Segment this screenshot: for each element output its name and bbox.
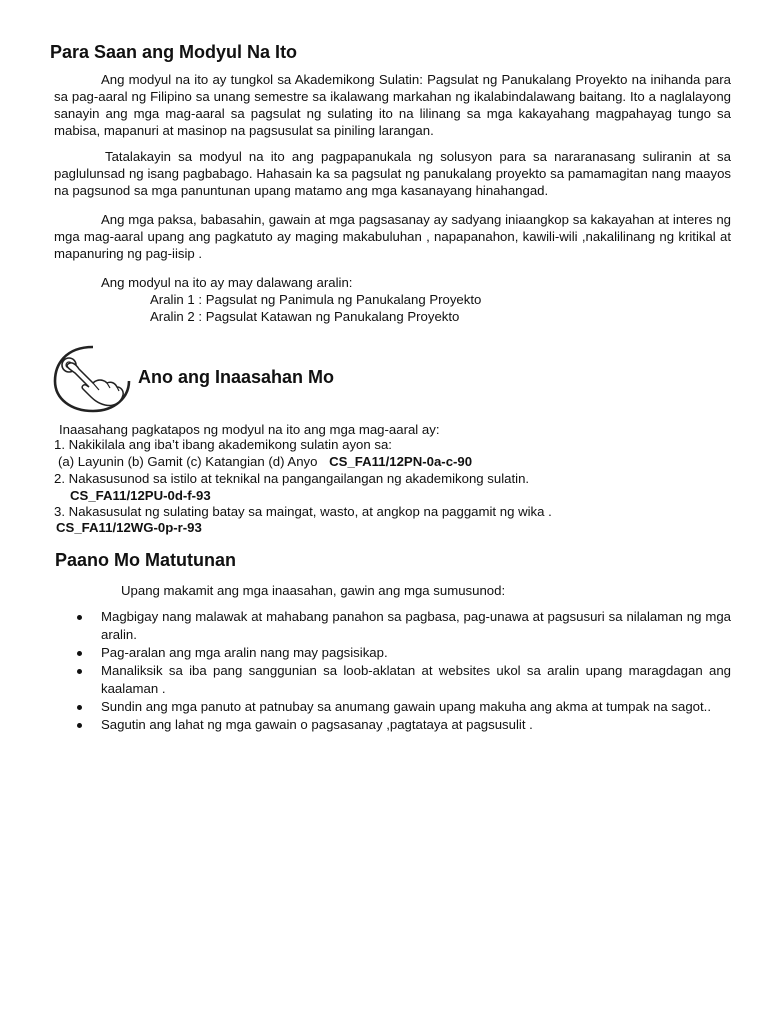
expectation-item-3 (54, 503, 552, 520)
bullet-icon (77, 669, 82, 674)
paragraph-intro: Ang modyul na ito ay tungkol sa Akademikong Sulatin: Pagsulat ng Panukalang Proyekto na inihanda para sa pag-aaral ng Filipino sa unang semestre sa ikalawang markahan ng ikalabindalawang baitang. Ito a naglalayong sanayin ang mga mag-aaral sa pagsulat ng sulating ito na lilinang sa mga kakayahang magpahayag tungo sa mabisa, mapanuri at masinop na pagsusulat sa piniling larangan. (54, 72, 731, 138)
expectation-item-1-sub (58, 453, 472, 470)
expectation-item-2 (54, 470, 529, 487)
hand-pointer-icon (53, 343, 131, 415)
expectation-text: Nakikilala ang iba’t ibang akademikong sulatin ayon sa: (68, 437, 392, 452)
bullet-icon (77, 615, 82, 620)
section-title-paano: Paano Mo Matutunan (55, 550, 236, 570)
section-title-inaasahan: Ano ang Inaasahan Mo (138, 367, 335, 387)
expectation-text: Nakasusulat ng sulating batay sa maingat, wasto, at angkop na paggamit ng wika . (68, 504, 552, 519)
list-item: Sundin ang mga panuto at patnubay sa anumang gawain upang makuha ang akma at tumpak na sagot.. (54, 698, 731, 716)
paragraph-paksa: Ang mga paksa, babasahin, gawain at mga pagsasanay ay sadyang iniaangkop sa kakayahan at interes ng mga mag-aaral upang ang pagkatuto ay maging makabuluhan , napapanahon, kawili-wili ,nakalilinang ng kritikal at mapanuring ng pag-iisip . (54, 212, 731, 261)
steps-intro: Upang makamit ang mga inaasahan, gawin ang mga sumusunod: (121, 583, 506, 598)
bullet-icon (77, 651, 82, 656)
expectation-text: Nakasusunod sa istilo at teknikal na pangangailangan ng akademikong sulatin. (68, 471, 530, 486)
expectation-number: 3. (54, 504, 65, 519)
expectations-intro: Inaasahang pagkatapos ng modyul na ito ang mga mag-aaral ay: (59, 422, 440, 437)
expectation-number: 1. (54, 437, 65, 452)
competency-code: CS_FA11/12PN-0a-c-90 (329, 454, 473, 469)
list-item: Manaliksik sa iba pang sanggunian sa loob-aklatan at websites ukol sa aralin upang maragdagan ang kaalaman . (54, 662, 731, 698)
paragraph-tatalakayin: Tatalakayin sa modyul na ito ang pagpapanukala ng solusyon para sa nararanasang suliranin at sa paglulunsad ng isang pagbabago. Hahasain ka sa pagsulat ng panukalang proyekto sa pamamagitan nang maayos na pagsunod sa mga panuntunan upang matamo ang mga kasanayang hinahangad. (54, 149, 731, 198)
section-title-para-saan: Para Saan ang Modyul Na Ito (50, 42, 298, 62)
expectation-sub-text: (a) Layunin (b) Gamit (c) Katangian (d) Anyo (58, 454, 318, 469)
expectation-number: 2. (54, 471, 65, 486)
lesson-item-2: Aralin 2 : Pagsulat Katawan ng Panukalang Proyekto (150, 309, 460, 324)
list-item: Pag-aralan ang mga aralin nang may pagsisikap. (54, 644, 731, 662)
lessons-intro: Ang modyul na ito ay may dalawang aralin: (101, 275, 353, 290)
bullet-icon (77, 723, 82, 728)
competency-code: CS_FA11/12PU-0d-f-93 (70, 488, 211, 503)
list-item: Sagutin ang lahat ng mga gawain o pagsasanay ,pagtataya at pagsusulit . (54, 716, 731, 734)
competency-code: CS_FA11/12WG-0p-r-93 (56, 520, 202, 535)
bullet-icon (77, 705, 82, 710)
list-item: Magbigay nang malawak at mahabang panahon sa pagbasa, pag-unawa at pagsusuri sa nilalaman ng mga aralin. (54, 608, 731, 644)
expectation-item-1 (54, 436, 392, 453)
steps-list (54, 608, 731, 734)
lesson-item-1: Aralin 1 : Pagsulat ng Panimula ng Panukalang Proyekto (150, 292, 482, 307)
